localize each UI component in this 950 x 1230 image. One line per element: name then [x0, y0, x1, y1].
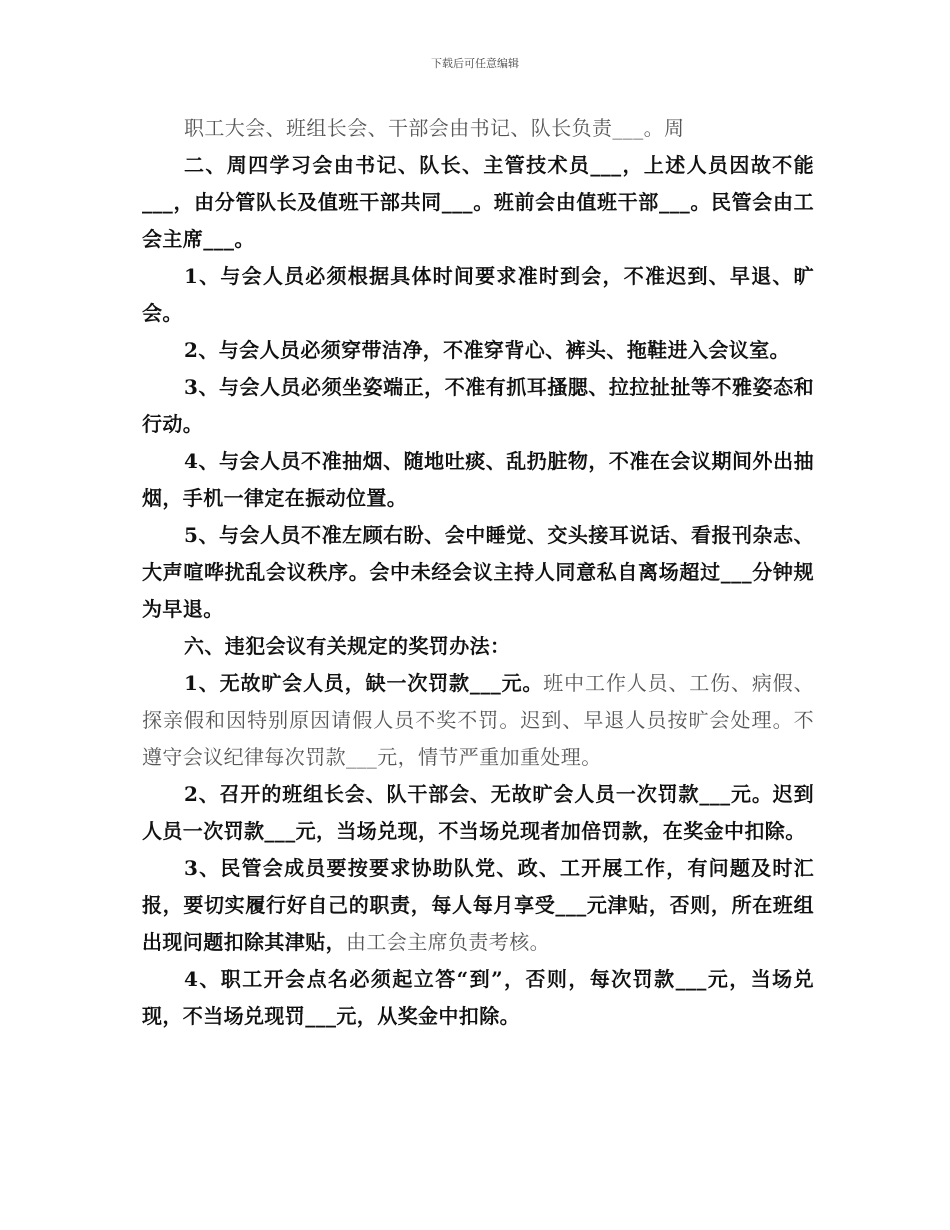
paragraph-4: 2、与会人员必须穿带洁净，不准穿背心、裤头、拖鞋进入会议室。 [184, 338, 790, 362]
paragraph-9 [142, 665, 814, 776]
paragraph-7: 5、与会人员不准左顾右盼、会中睡觉、交头接耳说话、看报刊杂志、大声喧哗扰乱会议秩序。会中未经会议主持人同意私自离场超过___分钟规为早退。 [142, 523, 814, 621]
paragraph-11-bold: 3、民管会成员要按要求协助队党、政、工开展工作，有问题及时汇报，要切实履行好自己的职责，每人每月享受___元津贴，否则，所在班组出现问题扣除其津贴， [142, 856, 814, 954]
paragraph-11 [142, 850, 814, 961]
paragraph-10: 2、召开的班组长会、队干部会、无故旷会人员一次罚款___元。迟到人员一次罚款___元，当场兑现，不当场兑现者加倍罚款，在奖金中扣除。 [142, 782, 814, 843]
paragraph-9-light: 班中工作人员、工伤、病假、探亲假和因特别原因请假人员不奖不罚。迟到、早退人员按旷会处理。不遵守会议纪律每次罚款___元，情节严重加重处理。 [142, 671, 814, 769]
section-heading-6: 六、违犯会议有关规定的奖罚办法： [184, 634, 511, 658]
paragraph-5: 3、与会人员必须坐姿端正，不准有抓耳搔腮、拉拉扯扯等不雅姿态和行动。 [142, 375, 814, 436]
paragraph-11-light: 由工会主席负责考核。 [346, 930, 550, 954]
paragraph-3: 1、与会人员必须根据具体时间要求准时到会，不准迟到、早退、旷会。 [142, 264, 814, 325]
document-body [142, 110, 814, 1035]
paragraph-9-bold: 1、无故旷会人员，缺一次罚款___元。 [184, 671, 544, 695]
paragraph-1: 职工大会、班组长会、干部会由书记、队长负责___。周 [184, 116, 685, 140]
page-header: 下载后可任意编辑 [431, 57, 519, 70]
paragraph-12: 4、职工开会点名必须起立答“到”，否则，每次罚款___元，当场兑现，不当场兑现罚___元，从奖金中扣除。 [142, 967, 814, 1028]
paragraph-2: 二、周四学习会由书记、队长、主管技术员___，上述人员因故不能___，由分管队长及值班干部共同___。班前会由值班干部___。民管会由工会主席___。 [142, 153, 814, 251]
paragraph-6: 4、与会人员不准抽烟、随地吐痰、乱扔脏物，不准在会议期间外出抽烟，手机一律定在振动位置。 [142, 449, 814, 510]
